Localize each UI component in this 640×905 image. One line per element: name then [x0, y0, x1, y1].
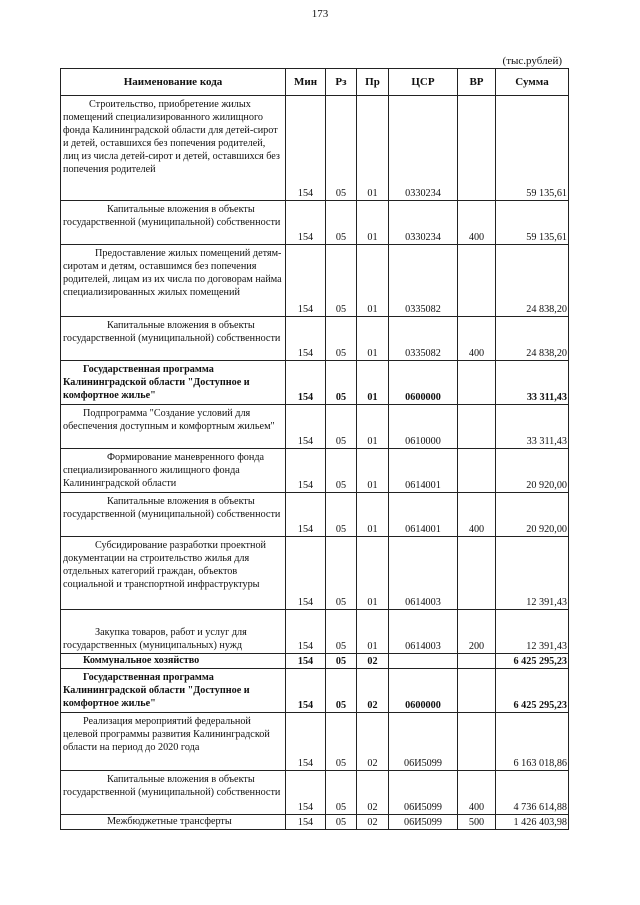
row-rz: 05: [326, 201, 357, 245]
row-pr: 01: [357, 361, 389, 405]
row-vr: [458, 96, 496, 201]
row-sum: 59 135,61: [496, 201, 569, 245]
table-row: [61, 361, 569, 405]
row-csr: 0335082: [389, 317, 458, 361]
row-sum: 6 425 295,23: [496, 654, 569, 669]
row-vr: 500: [458, 815, 496, 830]
row-rz: 05: [326, 361, 357, 405]
row-pr: 02: [357, 713, 389, 771]
row-name: Строительство, приобретение жилых помещений специализированного жилищного фонда Калининградской области для детей-сирот и детей, оставшихся без попечения родителей, лиц из числа детей-сирот и детей, оставшихся без попечения родителей: [61, 96, 286, 201]
row-name: Формирование маневренного фонда специализированного жилищного фонда Калининградской области: [61, 449, 286, 493]
row-rz: 05: [326, 669, 357, 713]
row-pr: 01: [357, 201, 389, 245]
row-name: Капитальные вложения в объекты государственной (муниципальной) собственности: [61, 493, 286, 537]
row-pr: 02: [357, 815, 389, 830]
row-csr: 0614001: [389, 493, 458, 537]
row-vr: 400: [458, 771, 496, 815]
row-sum: 20 920,00: [496, 449, 569, 493]
row-rz: 05: [326, 405, 357, 449]
row-rz: 05: [326, 537, 357, 610]
row-min: 154: [286, 405, 326, 449]
table-row: [61, 493, 569, 537]
row-min: 154: [286, 669, 326, 713]
unit-note: (тыс.рублей): [502, 55, 562, 67]
table-row: [61, 669, 569, 713]
row-min: 154: [286, 201, 326, 245]
row-pr: 02: [357, 669, 389, 713]
row-min: 154: [286, 449, 326, 493]
header-rz: Рз: [326, 69, 357, 96]
table-row: [61, 771, 569, 815]
row-pr: 01: [357, 317, 389, 361]
row-pr: 02: [357, 771, 389, 815]
row-pr: 01: [357, 96, 389, 201]
row-sum: 1 426 403,98: [496, 815, 569, 830]
header-sum: Сумма: [496, 69, 569, 96]
row-rz: 05: [326, 815, 357, 830]
row-min: 154: [286, 493, 326, 537]
row-min: 154: [286, 537, 326, 610]
row-vr: [458, 713, 496, 771]
row-min: 154: [286, 713, 326, 771]
row-csr: 0610000: [389, 405, 458, 449]
row-csr: 0600000: [389, 669, 458, 713]
row-csr: 0600000: [389, 361, 458, 405]
row-csr: 06И5099: [389, 713, 458, 771]
header-vr: ВР: [458, 69, 496, 96]
row-csr: 0335082: [389, 245, 458, 317]
row-vr: 400: [458, 201, 496, 245]
row-sum: 33 311,43: [496, 361, 569, 405]
row-rz: 05: [326, 713, 357, 771]
header-csr: ЦСР: [389, 69, 458, 96]
row-sum: 24 838,20: [496, 317, 569, 361]
row-csr: 0330234: [389, 96, 458, 201]
budget-table: [60, 68, 569, 830]
row-name: Капитальные вложения в объекты государственной (муниципальной) собственности: [61, 317, 286, 361]
row-vr: 400: [458, 493, 496, 537]
header-name: Наименование кода: [61, 69, 286, 96]
row-name: Субсидирование разработки проектной документации на строительство жилья для отдельных категорий граждан, объектов социальной и транспортной инфраструктуры: [61, 537, 286, 610]
header-pr: Пр: [357, 69, 389, 96]
row-name: Коммунальное хозяйство: [61, 654, 286, 669]
row-name: Капитальные вложения в объекты государственной (муниципальной) собственности: [61, 201, 286, 245]
table-row: [61, 405, 569, 449]
row-vr: [458, 537, 496, 610]
row-csr: 0330234: [389, 201, 458, 245]
row-pr: 01: [357, 610, 389, 654]
row-rz: 05: [326, 493, 357, 537]
row-rz: 05: [326, 317, 357, 361]
row-min: 154: [286, 610, 326, 654]
row-name: Межбюджетные трансферты: [61, 815, 286, 830]
row-sum: 6 425 295,23: [496, 669, 569, 713]
row-sum: 24 838,20: [496, 245, 569, 317]
row-rz: 05: [326, 771, 357, 815]
table-row: [61, 537, 569, 610]
row-name: Государственная программа Калининградской области "Доступное и комфортное жилье": [61, 669, 286, 713]
row-min: 154: [286, 245, 326, 317]
row-rz: 05: [326, 654, 357, 669]
row-csr: [389, 654, 458, 669]
row-pr: 01: [357, 405, 389, 449]
row-name: Предоставление жилых помещений детям-сиротам и детям, оставшимся без попечения родителей, лицам из их числа по договорам найма специализированных жилых помещений: [61, 245, 286, 317]
row-vr: [458, 361, 496, 405]
row-sum: 59 135,61: [496, 96, 569, 201]
table-row: [61, 713, 569, 771]
table-row: [61, 610, 569, 654]
row-csr: 06И5099: [389, 771, 458, 815]
row-sum: 12 391,43: [496, 537, 569, 610]
table-row: [61, 96, 569, 201]
table-row: [61, 654, 569, 669]
row-vr: 400: [458, 317, 496, 361]
table-row: [61, 201, 569, 245]
row-name: Закупка товаров, работ и услуг для государственных (муниципальных) нужд: [61, 610, 286, 654]
row-pr: 01: [357, 245, 389, 317]
table-row: [61, 449, 569, 493]
row-min: 154: [286, 361, 326, 405]
page-number: 173: [311, 8, 329, 20]
row-vr: [458, 669, 496, 713]
row-vr: 200: [458, 610, 496, 654]
row-rz: 05: [326, 449, 357, 493]
row-min: 154: [286, 815, 326, 830]
table-header-row: [61, 69, 569, 96]
row-pr: 01: [357, 537, 389, 610]
row-csr: 0614001: [389, 449, 458, 493]
row-min: 154: [286, 654, 326, 669]
row-rz: 05: [326, 610, 357, 654]
row-sum: 12 391,43: [496, 610, 569, 654]
table-row: [61, 815, 569, 830]
row-min: 154: [286, 771, 326, 815]
row-vr: [458, 654, 496, 669]
row-min: 154: [286, 96, 326, 201]
row-sum: 4 736 614,88: [496, 771, 569, 815]
row-min: 154: [286, 317, 326, 361]
row-name: Подпрограмма "Создание условий для обеспечения доступным и комфортным жильем": [61, 405, 286, 449]
row-vr: [458, 449, 496, 493]
row-rz: 05: [326, 245, 357, 317]
row-rz: 05: [326, 96, 357, 201]
header-min: Мин: [286, 69, 326, 96]
row-csr: 0614003: [389, 537, 458, 610]
row-pr: 01: [357, 449, 389, 493]
row-csr: 0614003: [389, 610, 458, 654]
row-sum: 33 311,43: [496, 405, 569, 449]
table-row: [61, 317, 569, 361]
row-name: Капитальные вложения в объекты государственной (муниципальной) собственности: [61, 771, 286, 815]
row-sum: 20 920,00: [496, 493, 569, 537]
row-csr: 06И5099: [389, 815, 458, 830]
row-pr: 01: [357, 493, 389, 537]
row-vr: [458, 405, 496, 449]
row-name: Реализация мероприятий федеральной целевой программы развития Калининградской области на период до 2020 года: [61, 713, 286, 771]
row-name: Государственная программа Калининградской области "Доступное и комфортное жилье": [61, 361, 286, 405]
table-row: [61, 245, 569, 317]
row-vr: [458, 245, 496, 317]
row-pr: 02: [357, 654, 389, 669]
row-sum: 6 163 018,86: [496, 713, 569, 771]
